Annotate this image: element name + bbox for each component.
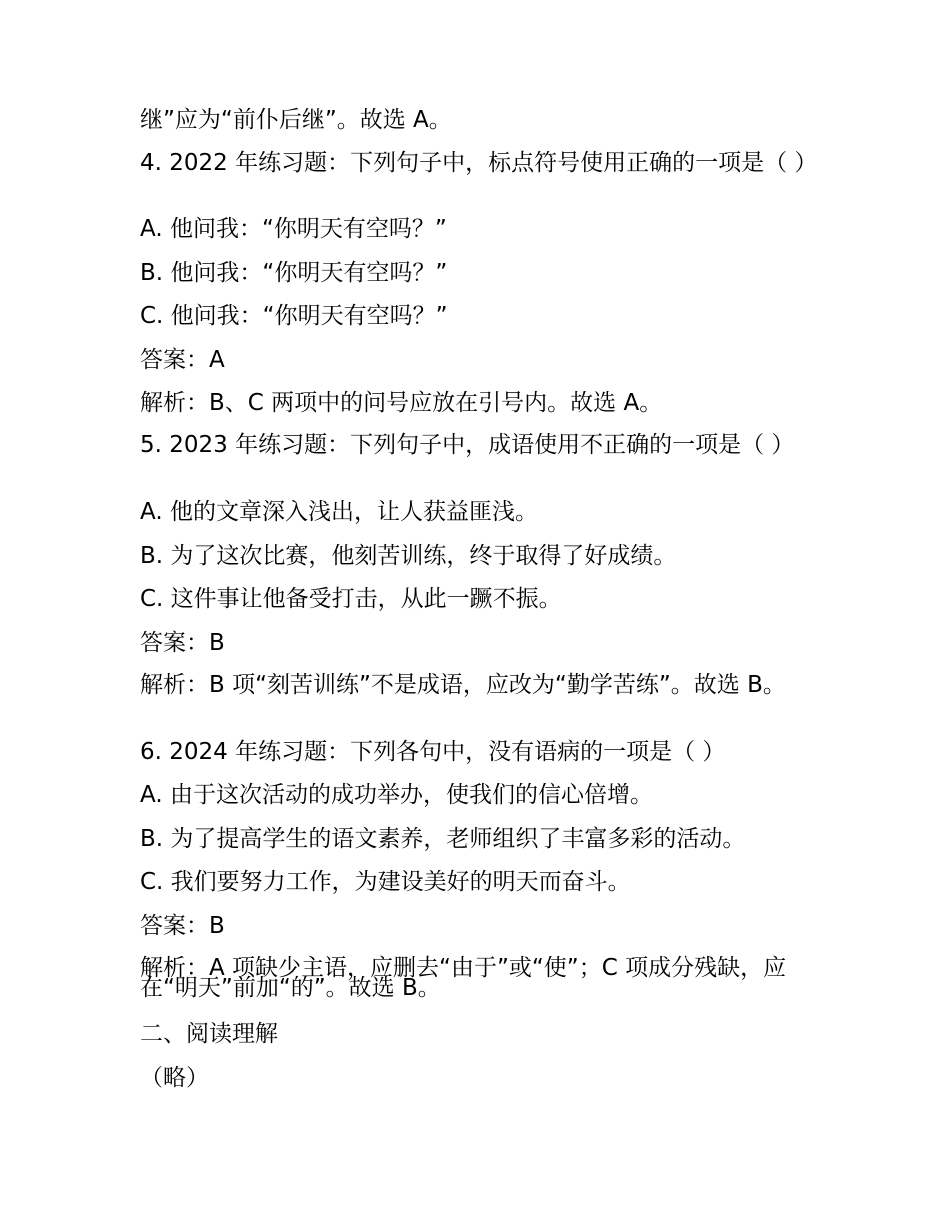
- question-4-option-a: A. 他问我：“你明天有空吗？”: [140, 216, 447, 242]
- section-omitted-note: （略）: [140, 1065, 209, 1091]
- question-5-answer: 答案：B: [140, 630, 225, 656]
- question-5-option-c: C. 这件事让他备受打击，从此一蹶不振。: [140, 586, 562, 612]
- question-4-stem: 4. 2022 年练习题：下列句子中，标点符号使用正确的一项是（ ）: [140, 150, 818, 176]
- question-6-stem: 6. 2024 年练习题：下列各句中，没有语病的一项是（ ）: [140, 739, 726, 765]
- question-4-option-b: B. 他问我：“你明天有空吗？”: [140, 260, 448, 286]
- question-4-option-c: C. 他问我：“你明天有空吗？”: [140, 303, 448, 329]
- question-6-option-a: A. 由于这次活动的成功举办，使我们的信心倍增。: [140, 782, 653, 808]
- section-heading-reading: 二、阅读理解: [140, 1021, 278, 1047]
- text-line: 继”应为“前仆后继”。故选 A。: [140, 107, 452, 133]
- question-6-option-c: C. 我们要努力工作，为建设美好的明天而奋斗。: [140, 869, 631, 895]
- question-5-option-a: A. 他的文章深入浅出，让人获益匪浅。: [140, 499, 538, 525]
- question-4-answer: 答案：A: [140, 347, 225, 373]
- question-6-option-b: B. 为了提高学生的语文素养，老师组织了丰富多彩的活动。: [140, 826, 746, 852]
- question-5-stem: 5. 2023 年练习题：下列句子中，成语使用不正确的一项是（ ）: [140, 432, 795, 458]
- question-6-analysis: 解析：A 项缺少主语，应删去“由于”或“使”；C 项成分残缺，应在“明天”前加“的”。故选 B。: [140, 955, 787, 1001]
- question-5-option-b: B. 为了这次比赛，他刻苦训练，终于取得了好成绩。: [140, 543, 677, 569]
- question-5-analysis: 解析：B 项“刻苦训练”不是成语，应改为“勤学苦练”。故选 B。: [140, 672, 786, 698]
- question-4-analysis: 解析：B、C 两项中的问号应放在引号内。故选 A。: [140, 390, 663, 416]
- question-6-answer: 答案：B: [140, 913, 225, 939]
